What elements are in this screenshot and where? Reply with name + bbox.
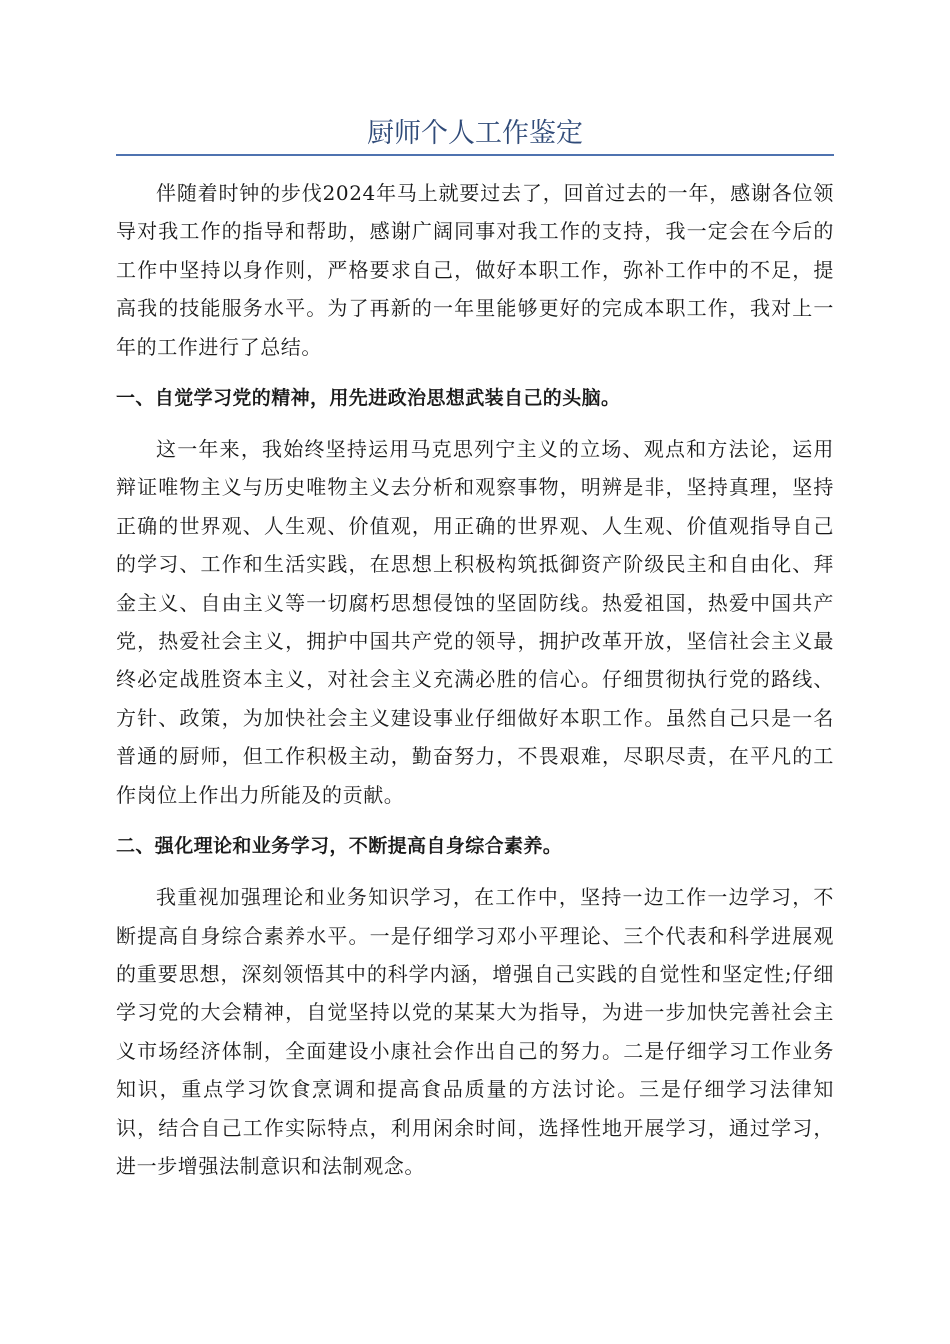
intro-paragraph: 伴随着时钟的步伐2024年马上就要过去了，回首过去的一年，感谢各位领导对我工作的指导和帮助，感谢广阔同事对我工作的支持，我一定会在今后的工作中坚持以身作则，严格要求自己，做好本职工作，弥补工作中的不足，提高我的技能服务水平。为了再新的一年里能够更好的完成本职工作，我对上一年的工作进行了总结。: [116, 181, 834, 359]
section-2-heading: 二、强化理论和业务学习，不断提高自身综合素养。: [116, 835, 563, 858]
section-2-paragraph: 我重视加强理论和业务知识学习，在工作中，坚持一边工作一边学习，不断提高自身综合素养水平。一是仔细学习邓小平理论、三个代表和科学进展观的重要思想，深刻领悟其中的科学内涵，增强自己实践的自觉性和坚定性;仔细学习党的大会精神，自觉坚持以党的某某大为指导，为进一步加快完善社会主义市场经济体制，全面建设小康社会作出自己的努力。二是仔细学习工作业务知识，重点学习饮食烹调和提高食品质量的方法讨论。三是仔细学习法律知识，结合自己工作实际特点，利用闲余时间，选择性地开展学习，通过学习，进一步增强法制意识和法制观念。: [116, 885, 834, 1178]
section-1-paragraph: 这一年来，我始终坚持运用马克思列宁主义的立场、观点和方法论，运用辩证唯物主义与历史唯物主义去分析和观察事物，明辨是非，坚持真理，坚持正确的世界观、人生观、价值观，用正确的世界观、人生观、价值观指导自己的学习、工作和生活实践，在思想上积极构筑抵御资产阶级民主和自由化、拜金主义、自由主义等一切腐朽思想侵蚀的坚固防线。热爱祖国，热爱中国共产党，热爱社会主义，拥护中国共产党的领导，拥护改革开放，坚信社会主义最终必定战胜资本主义，对社会主义充满必胜的信心。仔细贯彻执行党的路线、方针、政策，为加快社会主义建设事业仔细做好本职工作。虽然自己只是一名普通的厨师，但工作积极主动，勤奋努力，不畏艰难，尽职尽责，在平凡的工作岗位上作出力所能及的贡献。: [116, 437, 834, 807]
document-body: [116, 174, 834, 1185]
document-title: 厨师个人工作鉴定: [367, 118, 583, 149]
section-1-heading: 一、自觉学习党的精神，用先进政治思想武装自己的头脑。: [116, 387, 621, 410]
title-underline: [116, 154, 834, 156]
